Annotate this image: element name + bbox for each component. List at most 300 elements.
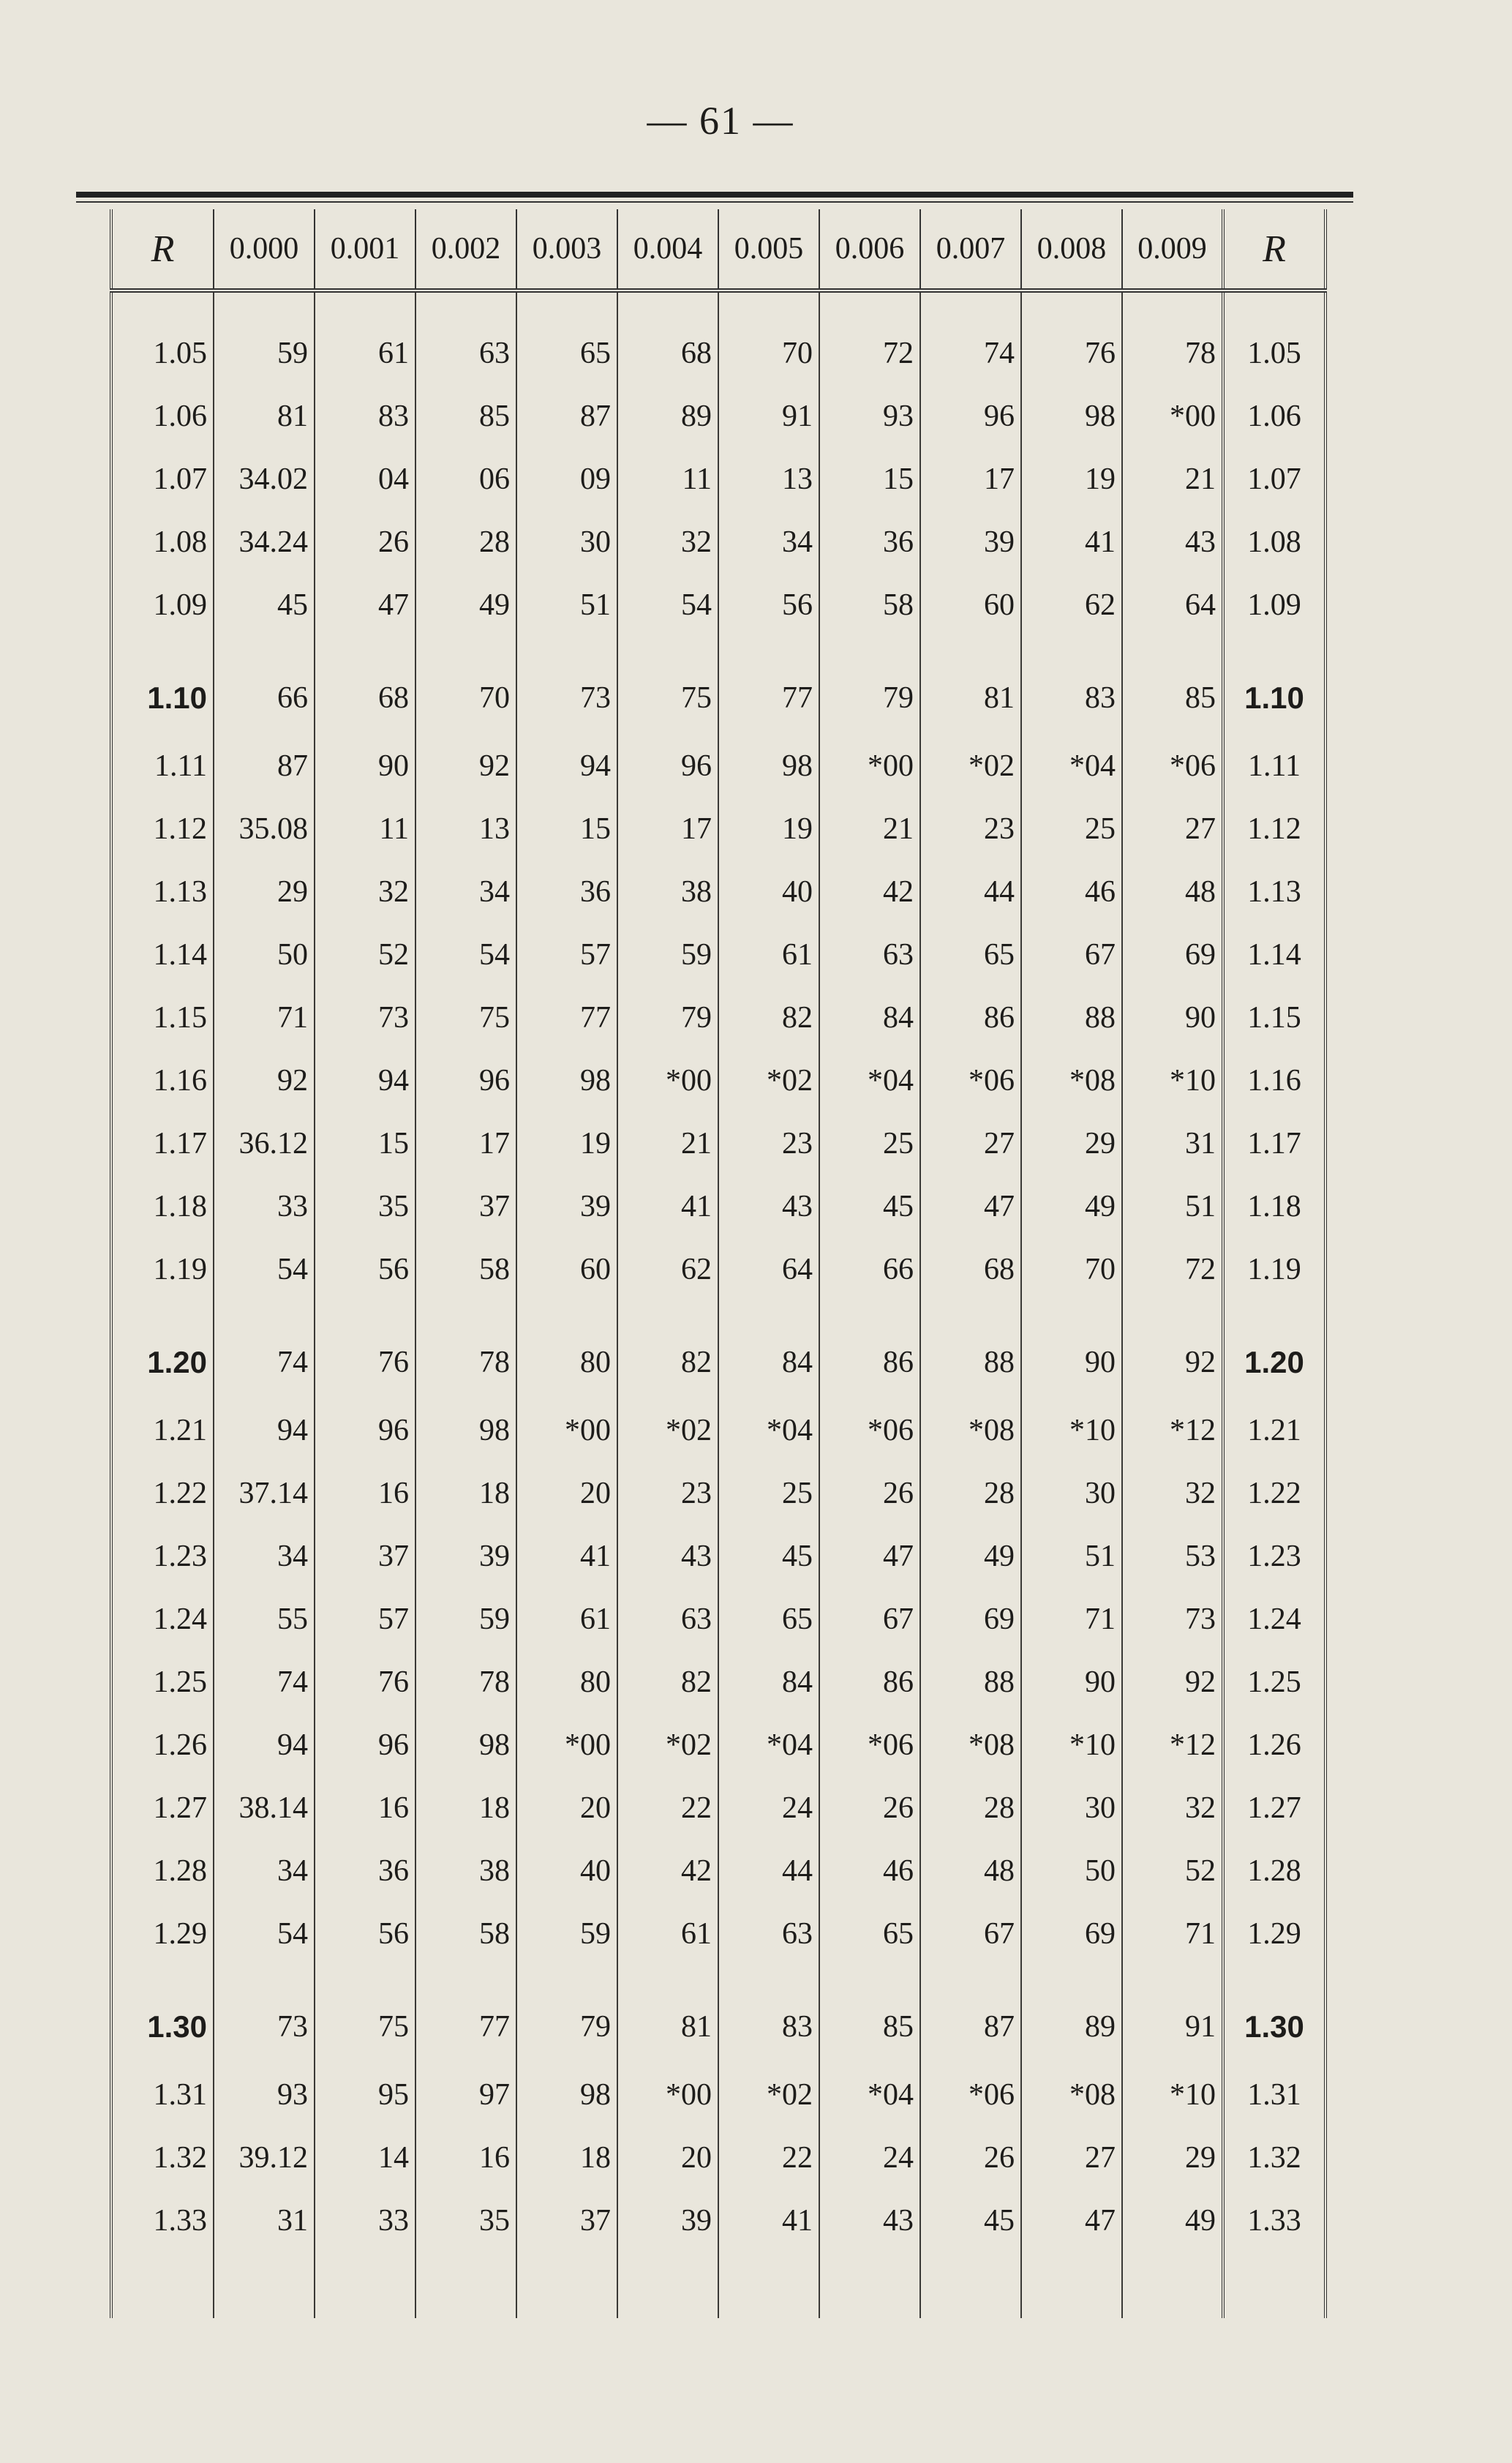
table-cell: 49 <box>1021 1175 1122 1238</box>
table-cell: 46 <box>819 1840 920 1902</box>
table-cell: 89 <box>617 385 718 448</box>
table-cell: 71 <box>1021 1588 1122 1651</box>
table-cell: 20 <box>617 2126 718 2189</box>
table-cell: 19 <box>718 798 819 861</box>
table-cell: 77 <box>718 637 819 735</box>
table-cell: 26 <box>920 2126 1021 2189</box>
table-cell: 18 <box>516 2126 617 2189</box>
table-cell: 32 <box>617 511 718 574</box>
column-header: 0.009 <box>1122 209 1223 290</box>
column-header: 0.003 <box>516 209 617 290</box>
table-cell: *06 <box>819 1399 920 1462</box>
table-cell: 62 <box>617 1238 718 1301</box>
data-table <box>110 209 1327 2318</box>
table-cell: 45 <box>920 2189 1021 2318</box>
table-cell: 35.08 <box>214 798 315 861</box>
table-cell: 86 <box>819 1301 920 1399</box>
table-cell: 43 <box>617 1525 718 1588</box>
table-cell: 94 <box>516 735 617 798</box>
table-cell: 16 <box>315 1462 415 1525</box>
table-cell: 39 <box>617 2189 718 2318</box>
row-label-left: 1.28 <box>111 1840 214 1902</box>
table-cell: 36 <box>516 861 617 923</box>
row-label-left: 1.07 <box>111 448 214 511</box>
table-cell: 98 <box>1021 385 1122 448</box>
table-cell: 47 <box>920 1175 1021 1238</box>
table-cell: 94 <box>214 1399 315 1462</box>
table-cell: 57 <box>516 923 617 986</box>
table-cell: 93 <box>819 385 920 448</box>
table-cell: 97 <box>415 2063 516 2126</box>
table-cell: 81 <box>617 1965 718 2063</box>
table-cell: 15 <box>315 1112 415 1175</box>
table-cell: 47 <box>1021 2189 1122 2318</box>
table-cell: 51 <box>1021 1525 1122 1588</box>
row-label-left: 1.30 <box>111 1965 214 2063</box>
table-cell: 91 <box>1122 1965 1223 2063</box>
table-cell: *06 <box>819 1714 920 1777</box>
row-label-left: 1.27 <box>111 1777 214 1840</box>
table-cell: 32 <box>1122 1777 1223 1840</box>
table-cell: 51 <box>516 574 617 637</box>
table-cell: 32 <box>315 861 415 923</box>
table-cell: 26 <box>819 1462 920 1525</box>
column-header: 0.004 <box>617 209 718 290</box>
table-cell: 20 <box>516 1777 617 1840</box>
column-header: 0.000 <box>214 209 315 290</box>
table-cell: 85 <box>1122 637 1223 735</box>
table-cell: 65 <box>516 290 617 385</box>
table-cell: 16 <box>415 2126 516 2189</box>
row-label-right: 1.13 <box>1223 861 1325 923</box>
table-cell: 44 <box>920 861 1021 923</box>
table-row <box>111 574 1325 637</box>
table-cell: 68 <box>315 637 415 735</box>
table-row <box>111 1902 1325 1965</box>
row-label-left: 1.21 <box>111 1399 214 1462</box>
table-cell: 41 <box>718 2189 819 2318</box>
column-header: 0.006 <box>819 209 920 290</box>
table-cell: 85 <box>415 385 516 448</box>
table-cell: 54 <box>415 923 516 986</box>
table-body <box>111 290 1325 2318</box>
table-cell: 83 <box>315 385 415 448</box>
table-cell: 04 <box>315 448 415 511</box>
table-cell: 70 <box>718 290 819 385</box>
table-cell: 69 <box>920 1588 1021 1651</box>
table-cell: *06 <box>1122 735 1223 798</box>
table-cell: 58 <box>415 1238 516 1301</box>
row-label-right: 1.12 <box>1223 798 1325 861</box>
table-cell: 18 <box>415 1777 516 1840</box>
table-cell: 14 <box>315 2126 415 2189</box>
table-cell: 74 <box>214 1301 315 1399</box>
table-cell: 65 <box>819 1902 920 1965</box>
table-cell: 43 <box>819 2189 920 2318</box>
row-label-left: 1.20 <box>111 1301 214 1399</box>
top-rule <box>76 192 1353 198</box>
column-header-r-right: R <box>1223 209 1325 290</box>
table-cell: *08 <box>920 1714 1021 1777</box>
table-row <box>111 861 1325 923</box>
table-cell: 82 <box>718 986 819 1049</box>
table-cell: 67 <box>920 1902 1021 1965</box>
table-cell: 59 <box>415 1588 516 1651</box>
table-cell: 17 <box>920 448 1021 511</box>
table-cell: 37.14 <box>214 1462 315 1525</box>
row-label-right: 1.10 <box>1223 637 1325 735</box>
table-cell: 78 <box>415 1651 516 1714</box>
row-label-right: 1.30 <box>1223 1965 1325 2063</box>
table-cell: 87 <box>214 735 315 798</box>
table-cell: *00 <box>516 1399 617 1462</box>
table-row <box>111 1049 1325 1112</box>
table-cell: 76 <box>1021 290 1122 385</box>
row-label-left: 1.24 <box>111 1588 214 1651</box>
table-cell: 42 <box>819 861 920 923</box>
table-cell: *08 <box>1021 2063 1122 2126</box>
table-cell: 40 <box>718 861 819 923</box>
table-cell: 29 <box>1021 1112 1122 1175</box>
row-label-left: 1.22 <box>111 1462 214 1525</box>
row-label-left: 1.33 <box>111 2189 214 2318</box>
table-row <box>111 2189 1325 2318</box>
table-cell: 38.14 <box>214 1777 315 1840</box>
table-cell: 88 <box>920 1301 1021 1399</box>
row-label-right: 1.23 <box>1223 1525 1325 1588</box>
table-cell: 92 <box>415 735 516 798</box>
table-cell: 29 <box>1122 2126 1223 2189</box>
table-cell: 52 <box>1122 1840 1223 1902</box>
table-cell: 47 <box>819 1525 920 1588</box>
table-cell: 74 <box>214 1651 315 1714</box>
header-row <box>111 209 1325 290</box>
table-cell: 61 <box>617 1902 718 1965</box>
table-cell: 79 <box>617 986 718 1049</box>
table-cell: 85 <box>819 1965 920 2063</box>
table-cell: 59 <box>617 923 718 986</box>
top-rule-thin <box>76 201 1353 203</box>
table-cell: 11 <box>315 798 415 861</box>
table-cell: 39.12 <box>214 2126 315 2189</box>
table-row <box>111 290 1325 385</box>
table-cell: 60 <box>516 1238 617 1301</box>
table-cell: 49 <box>1122 2189 1223 2318</box>
table-cell: 73 <box>214 1965 315 2063</box>
table-cell: 22 <box>718 2126 819 2189</box>
column-header: 0.002 <box>415 209 516 290</box>
row-label-left: 1.18 <box>111 1175 214 1238</box>
table-cell: 94 <box>214 1714 315 1777</box>
table-cell: 32 <box>1122 1462 1223 1525</box>
table-cell: 37 <box>516 2189 617 2318</box>
table-cell: *02 <box>617 1399 718 1462</box>
table-cell: 64 <box>1122 574 1223 637</box>
table-cell: 96 <box>415 1049 516 1112</box>
table-cell: *06 <box>920 2063 1021 2126</box>
table-cell: 77 <box>516 986 617 1049</box>
row-label-right: 1.11 <box>1223 735 1325 798</box>
row-label-right: 1.25 <box>1223 1651 1325 1714</box>
row-label-left: 1.29 <box>111 1902 214 1965</box>
table-cell: 96 <box>617 735 718 798</box>
table-cell: 13 <box>718 448 819 511</box>
table-cell: 47 <box>315 574 415 637</box>
table-cell: 49 <box>415 574 516 637</box>
table-cell: 46 <box>1021 861 1122 923</box>
row-label-right: 1.33 <box>1223 2189 1325 2318</box>
table-cell: 34 <box>214 1525 315 1588</box>
column-header-r-left: R <box>111 209 214 290</box>
row-label-right: 1.09 <box>1223 574 1325 637</box>
table-cell: *10 <box>1021 1714 1122 1777</box>
row-label-left: 1.10 <box>111 637 214 735</box>
table-row <box>111 1301 1325 1399</box>
table-cell: *00 <box>819 735 920 798</box>
table-cell: 34.02 <box>214 448 315 511</box>
row-label-right: 1.21 <box>1223 1399 1325 1462</box>
table-cell: 84 <box>718 1651 819 1714</box>
table-row <box>111 798 1325 861</box>
table-cell: 83 <box>1021 637 1122 735</box>
row-label-right: 1.31 <box>1223 2063 1325 2126</box>
table-row <box>111 1588 1325 1651</box>
table-cell: 59 <box>214 290 315 385</box>
table-cell: 35 <box>315 1175 415 1238</box>
table-cell: 21 <box>617 1112 718 1175</box>
table-cell: 38 <box>415 1840 516 1902</box>
table-cell: 45 <box>718 1525 819 1588</box>
table-cell: *10 <box>1021 1399 1122 1462</box>
row-label-right: 1.26 <box>1223 1714 1325 1777</box>
table-cell: *04 <box>718 1399 819 1462</box>
table-row <box>111 1840 1325 1902</box>
table-cell: 21 <box>1122 448 1223 511</box>
table-cell: 84 <box>819 986 920 1049</box>
row-label-left: 1.32 <box>111 2126 214 2189</box>
table-cell: 75 <box>315 1965 415 2063</box>
row-label-right: 1.15 <box>1223 986 1325 1049</box>
table-cell: 50 <box>214 923 315 986</box>
table-cell: 72 <box>819 290 920 385</box>
row-label-right: 1.27 <box>1223 1777 1325 1840</box>
table-cell: 61 <box>315 290 415 385</box>
column-header: 0.001 <box>315 209 415 290</box>
table-cell: 96 <box>315 1399 415 1462</box>
row-label-left: 1.12 <box>111 798 214 861</box>
table-cell: 96 <box>315 1714 415 1777</box>
table-row <box>111 385 1325 448</box>
table-row <box>111 1965 1325 2063</box>
row-label-left: 1.13 <box>111 861 214 923</box>
table-cell: 26 <box>819 1777 920 1840</box>
row-label-left: 1.26 <box>111 1714 214 1777</box>
table-cell: 69 <box>1021 1902 1122 1965</box>
table-row <box>111 1112 1325 1175</box>
table-row <box>111 923 1325 986</box>
table-cell: 50 <box>1021 1840 1122 1902</box>
table-cell: 73 <box>315 986 415 1049</box>
table-cell: 63 <box>415 290 516 385</box>
table-cell: 72 <box>1122 1238 1223 1301</box>
row-label-right: 1.18 <box>1223 1175 1325 1238</box>
table-cell: 86 <box>920 986 1021 1049</box>
table-cell: 30 <box>516 511 617 574</box>
table-cell: 63 <box>819 923 920 986</box>
table-cell: 31 <box>1122 1112 1223 1175</box>
table-cell: 81 <box>920 637 1021 735</box>
table-cell: 06 <box>415 448 516 511</box>
table-cell: 27 <box>1122 798 1223 861</box>
table-row <box>111 2063 1325 2126</box>
table-row <box>111 1777 1325 1840</box>
row-label-left: 1.14 <box>111 923 214 986</box>
row-label-left: 1.17 <box>111 1112 214 1175</box>
table-cell: 79 <box>516 1965 617 2063</box>
column-header: 0.008 <box>1021 209 1122 290</box>
table-cell: 33 <box>315 2189 415 2318</box>
table-cell: *06 <box>920 1049 1021 1112</box>
table-cell: 92 <box>1122 1301 1223 1399</box>
table-cell: 38 <box>617 861 718 923</box>
table-cell: *04 <box>1021 735 1122 798</box>
table-row <box>111 1525 1325 1588</box>
table-cell: 84 <box>718 1301 819 1399</box>
table-cell: 11 <box>617 448 718 511</box>
table-cell: 80 <box>516 1651 617 1714</box>
table-cell: 98 <box>718 735 819 798</box>
table-cell: 49 <box>920 1525 1021 1588</box>
row-label-left: 1.05 <box>111 290 214 385</box>
table-row <box>111 2126 1325 2189</box>
table-cell: 91 <box>718 385 819 448</box>
table-cell: 89 <box>1021 1965 1122 2063</box>
table-cell: 15 <box>819 448 920 511</box>
row-label-left: 1.16 <box>111 1049 214 1112</box>
table-cell: 75 <box>617 637 718 735</box>
table-cell: 66 <box>214 637 315 735</box>
table-cell: 51 <box>1122 1175 1223 1238</box>
table-cell: 88 <box>920 1651 1021 1714</box>
row-label-right: 1.19 <box>1223 1238 1325 1301</box>
table-cell: 70 <box>1021 1238 1122 1301</box>
table-cell: 98 <box>516 1049 617 1112</box>
table-row <box>111 1399 1325 1462</box>
table-cell: 92 <box>214 1049 315 1112</box>
row-label-left: 1.09 <box>111 574 214 637</box>
table-cell: 18 <box>415 1462 516 1525</box>
table-cell: 62 <box>1021 574 1122 637</box>
row-label-right: 1.28 <box>1223 1840 1325 1902</box>
table-cell: 96 <box>920 385 1021 448</box>
table-cell: 81 <box>214 385 315 448</box>
table-cell: 73 <box>1122 1588 1223 1651</box>
table-cell: 23 <box>920 798 1021 861</box>
table-cell: *00 <box>1122 385 1223 448</box>
table-cell: 57 <box>315 1588 415 1651</box>
table-cell: 65 <box>920 923 1021 986</box>
table-cell: 56 <box>718 574 819 637</box>
table-cell: 33 <box>214 1175 315 1238</box>
table-cell: 36 <box>819 511 920 574</box>
table-cell: 56 <box>315 1238 415 1301</box>
table-cell: *02 <box>617 1714 718 1777</box>
table-cell: 36.12 <box>214 1112 315 1175</box>
table-cell: 92 <box>1122 1651 1223 1714</box>
table-cell: 82 <box>617 1651 718 1714</box>
table-cell: 87 <box>920 1965 1021 2063</box>
table-cell: 23 <box>617 1462 718 1525</box>
table-cell: 44 <box>718 1840 819 1902</box>
row-label-right: 1.07 <box>1223 448 1325 511</box>
row-label-left: 1.11 <box>111 735 214 798</box>
table-cell: 64 <box>718 1238 819 1301</box>
table-cell: 78 <box>415 1301 516 1399</box>
row-label-left: 1.25 <box>111 1651 214 1714</box>
table-cell: 28 <box>920 1462 1021 1525</box>
table-cell: *10 <box>1122 2063 1223 2126</box>
table-cell: 80 <box>516 1301 617 1399</box>
table-cell: 45 <box>214 574 315 637</box>
table-row <box>111 986 1325 1049</box>
table-cell: 67 <box>819 1588 920 1651</box>
table-cell: 88 <box>1021 986 1122 1049</box>
table-cell: *00 <box>516 1714 617 1777</box>
table-cell: 87 <box>516 385 617 448</box>
table-cell: *12 <box>1122 1714 1223 1777</box>
table-row <box>111 735 1325 798</box>
table-cell: 90 <box>1021 1301 1122 1399</box>
table-cell: 54 <box>214 1902 315 1965</box>
table-cell: 60 <box>920 574 1021 637</box>
table-cell: 63 <box>617 1588 718 1651</box>
table-cell: 54 <box>617 574 718 637</box>
table-cell: 28 <box>415 511 516 574</box>
table-cell: 93 <box>214 2063 315 2126</box>
table-cell: 52 <box>315 923 415 986</box>
table-cell: 90 <box>1122 986 1223 1049</box>
table-cell: 48 <box>1122 861 1223 923</box>
table-row <box>111 448 1325 511</box>
table-cell: 67 <box>1021 923 1122 986</box>
table-cell: 40 <box>516 1840 617 1902</box>
table-cell: 21 <box>819 798 920 861</box>
table-cell: 25 <box>819 1112 920 1175</box>
table-cell: 23 <box>718 1112 819 1175</box>
table-cell: *00 <box>617 1049 718 1112</box>
table-cell: 98 <box>415 1714 516 1777</box>
table-cell: *02 <box>718 1049 819 1112</box>
table-cell: 71 <box>1122 1902 1223 1965</box>
row-label-left: 1.06 <box>111 385 214 448</box>
table-cell: 94 <box>315 1049 415 1112</box>
row-label-right: 1.29 <box>1223 1902 1325 1965</box>
table-cell: 71 <box>214 986 315 1049</box>
table-cell: 73 <box>516 637 617 735</box>
table-cell: 76 <box>315 1301 415 1399</box>
table-cell: 66 <box>819 1238 920 1301</box>
table-cell: 39 <box>415 1525 516 1588</box>
table-cell: 98 <box>516 2063 617 2126</box>
table-cell: 28 <box>920 1777 1021 1840</box>
table-cell: *04 <box>819 2063 920 2126</box>
table-cell: *10 <box>1122 1049 1223 1112</box>
table-cell: 86 <box>819 1651 920 1714</box>
table-cell: 76 <box>315 1651 415 1714</box>
table-cell: 55 <box>214 1588 315 1651</box>
table-cell: 30 <box>1021 1777 1122 1840</box>
row-label-left: 1.23 <box>111 1525 214 1588</box>
